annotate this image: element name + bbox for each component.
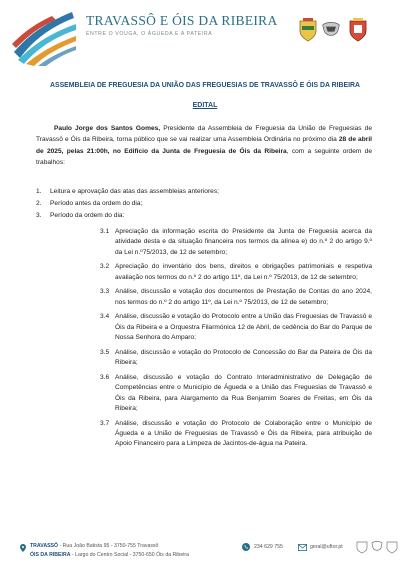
travasso-ois-logo-icon — [12, 8, 78, 66]
footer-address-text: - Rua João Batista 95 - 3750-755 Travassô — [58, 543, 159, 549]
agenda-item-text: Período antes da ordem do dia; — [50, 200, 143, 208]
coat-of-arms-icon — [386, 540, 398, 554]
footer-addresses — [30, 542, 189, 559]
agenda-item — [36, 197, 372, 209]
agenda-item — [36, 185, 372, 197]
subitem-text: Análise, discussão e votação do Protocolo de Concessão do Bar da Pateira de Óis da Ribeira; — [115, 348, 372, 367]
intro-text: Presidente da Assembleia de Freguesia da União de Freguesias de Travassô e Óis da Ribeira, torna público que se vai realizar uma Assembleia Ordinária no próximo dia — [36, 125, 372, 144]
agenda-subitem — [100, 419, 372, 450]
agenda-subitem-list — [100, 227, 372, 454]
subitem-text: Análise, discussão e votação do Contrato Interadministrativo de Delegação de Competências entre o Município de Águeda e a União das Freguesias de Travassô e Óis da Ribeira, para Alargamento da Rua Benjamim Soares de Freitas, em Óis da Ribeira; — [115, 373, 372, 413]
coat-of-arms-icon — [356, 540, 368, 554]
footer-phone: 234 629 755 — [254, 544, 283, 550]
footer-address-text: - Largo do Centro Social - 3750-650 Óis da Ribeira — [70, 551, 189, 558]
subitem-text: Apreciação do inventário dos bens, direitos e obrigações patrimoniais e respetiva avaliação nos termos do n.º 2 do artigo 11º, da Lei n.º 75/2013, de 12 de setembro; — [115, 263, 372, 281]
footer-location-label: ÓIS DA RIBEIRA — [30, 551, 71, 558]
page-footer — [0, 538, 410, 568]
coat-of-arms-icon — [321, 18, 341, 42]
agenda-item — [36, 210, 372, 222]
agenda-list — [36, 185, 372, 222]
subitem-number: 3.3 — [100, 288, 110, 296]
brand-tagline: ENTRE O VOUGA, O ÁGUEDA E A PATEIRA — [86, 31, 213, 37]
subitem-text: Análise, discussão e votação dos documentos de Prestação de Contas do ano 2024, nos termos do n.º 2 do artigo 11º, da Lei n.º 75/2013, de 12 de setembro; — [115, 288, 372, 306]
footer-location-label: TRAVASSÔ — [30, 543, 59, 549]
location-pin-icon — [20, 544, 26, 552]
agenda-subitem — [100, 287, 372, 308]
agenda-subitem — [100, 348, 372, 369]
agenda-item-text: Leitura e aprovação das atas das assembleias anteriores; — [50, 187, 219, 195]
agenda-subitem — [100, 373, 372, 415]
agenda-item-number: 3. — [36, 212, 42, 220]
phone-icon — [242, 543, 250, 551]
coat-of-arms-icon — [298, 18, 318, 42]
agenda-item-number: 1. — [36, 187, 42, 195]
coat-of-arms-icon — [348, 18, 368, 42]
email-icon — [298, 544, 307, 551]
agenda-subitem — [100, 227, 372, 258]
coat-of-arms-icon — [371, 540, 383, 554]
document-title: ASSEMBLEIA DE FREGUESIA DA UNIÃO DAS FREGUESIAS DE TRAVASSÔ E ÓIS DA RIBEIRA — [50, 82, 360, 89]
subitem-text: Apreciação da informação escrita do Presidente da Junta de Freguesia acerca da atividade desta e da situação financeira nos termos da alínea e) do n.º 2 do artigo 9.º da Lei n.º75/2013, de 12 de setembro; — [115, 228, 372, 256]
agenda-subitem — [100, 262, 372, 283]
footer-address-line — [30, 542, 189, 551]
footer-email[interactable]: geral@uftor.pt — [310, 544, 343, 550]
subitem-number: 3.5 — [100, 348, 110, 356]
footer-address-line — [30, 551, 189, 560]
meeting-date: 28 de abril de 2025, pelas 21:00h, no Edifício da Junta de Freguesia de Óis da Ribeira — [36, 136, 372, 155]
agenda-item-number: 2. — [36, 200, 42, 208]
agenda-item-text: Período da ordem do dia: — [50, 212, 125, 220]
subitem-number: 3.1 — [100, 228, 110, 235]
intro-text-end: , com a seguinte ordem de trabalhos: — [36, 147, 372, 167]
document-subtitle: EDITAL — [192, 102, 218, 109]
agenda-subitem — [100, 312, 372, 343]
brand-block — [86, 13, 278, 37]
subitem-text: Análise, discussão e votação do Protocolo de Colaboração entre o Município de Águeda e a União de Freguesias de Travassô e Óis da Ribeira, para atribuição de Apoio Financeiro para a Limpeza de Jacintos-de-água na Pateira. — [115, 419, 372, 448]
subitem-number: 3.7 — [100, 419, 110, 427]
subitem-text: Análise, discussão e votação do Protocolo entre a União das Freguesias de Travassô e Óis da Ribeira e a Orquestra Filarmónica 12 de Abril, de cedência do Bar do Parque de Nossa Senhora do Amparo; — [115, 313, 372, 342]
subitem-number: 3.4 — [100, 313, 110, 321]
intro-paragraph — [36, 123, 372, 169]
brand-name: TRAVASSÔ E ÓIS DA RIBEIRA — [86, 13, 278, 28]
president-name: Paulo Jorge dos Santos Gomes, — [54, 125, 161, 132]
subitem-number: 3.2 — [100, 263, 110, 271]
subitem-number: 3.6 — [100, 373, 110, 381]
